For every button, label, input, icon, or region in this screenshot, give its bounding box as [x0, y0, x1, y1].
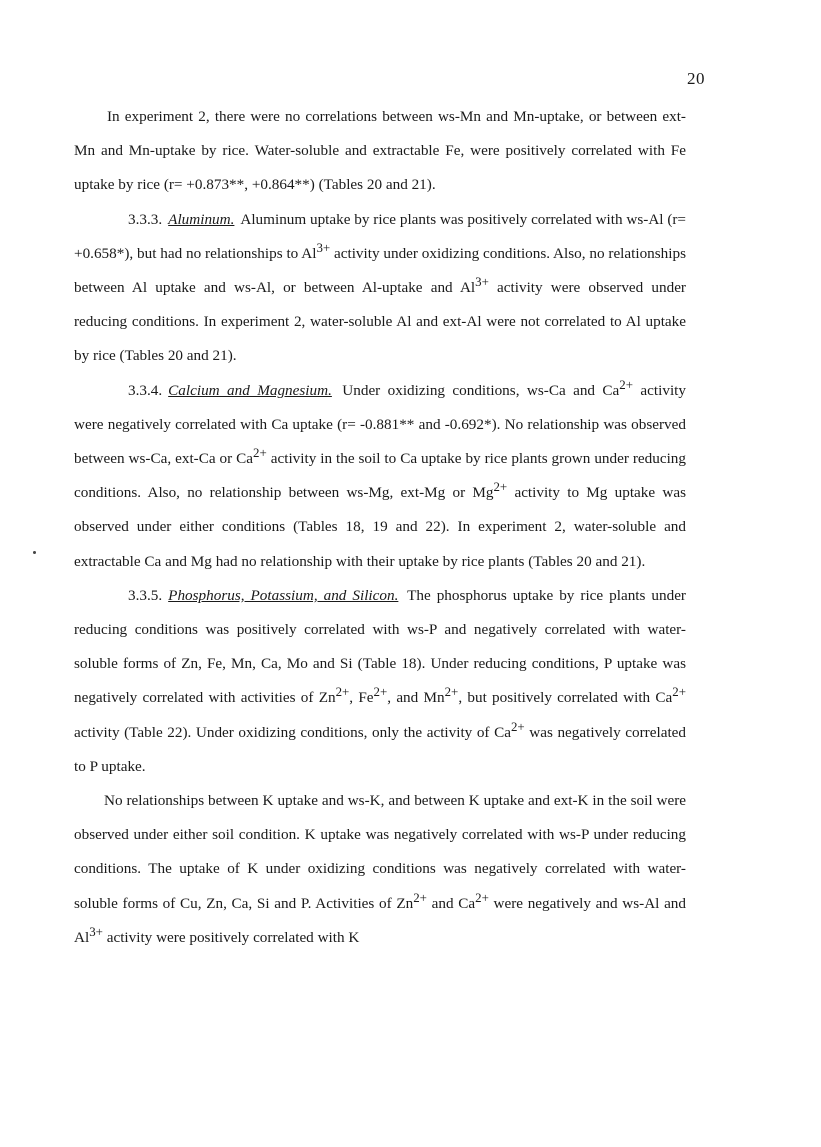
text-run: was negatively correlated to P uptake.	[74, 723, 686, 775]
superscript-charge: 2+	[335, 684, 350, 700]
text-run: activity in the soil to Ca uptake by rice plants grown under reducing conditions. Also, no relationship between ws-Mg, ext-Mg or Mg	[74, 450, 686, 502]
section-number: 3.3.3.	[128, 210, 163, 228]
paragraph	[74, 374, 686, 579]
text-run: were negatively and ws-Al and Al	[74, 894, 686, 946]
superscript-charge: 2+	[619, 376, 634, 392]
superscript-charge: 3+	[475, 274, 489, 290]
text-run: activity were observed under reducing conditions. In experiment 2, water-soluble Al and ext-Al were not correlated to Al uptake by rice (Tables 20 and 21).	[74, 279, 686, 365]
text-run: No relationships between K uptake and ws-K, and between K uptake and ext-K in the soil were observed under either soil condition. K uptake was negatively correlated with ws-P under reducing conditions. The uptake of K under oxidizing conditions was negatively correlated with water-soluble forms of Cu, Zn, Ca, Si and P. Activities of Zn	[74, 792, 686, 912]
paragraph	[74, 100, 686, 203]
text-run: , Fe	[349, 689, 374, 707]
superscript-charge: 2+	[475, 889, 489, 905]
paragraph	[74, 203, 686, 374]
superscript-charge: 3+	[89, 924, 103, 940]
text-run: , and Mn	[387, 689, 445, 707]
superscript-charge: 2+	[413, 889, 427, 905]
text-run: activity under oxidizing conditions. Also, no relationships between Al uptake and ws-Al, or between Al-uptake and Al	[74, 244, 686, 297]
text-run: In experiment 2, there were no correlations between ws-Mn and Mn-uptake, or between ext-Mn and Mn-uptake by rice. Water-soluble and extractable Fe, were positively correlated with Fe uptake by rice (r= +0.873**, +0.864**) (Tables 20 and 21).	[74, 108, 686, 194]
body-text	[74, 100, 686, 955]
section-heading: Phosphorus, Potassium, and Silicon.	[168, 586, 399, 604]
superscript-charge: 2+	[493, 479, 508, 495]
superscript-charge: 3+	[316, 240, 331, 255]
superscript-charge: 2+	[510, 718, 525, 734]
page-number: 20	[687, 69, 705, 88]
text-run: activity were negatively correlated with Ca uptake (r= -0.881** and -0.692*). No relationship was observed between ws-Ca, ext-Ca or Ca	[74, 381, 686, 468]
paragraph	[74, 784, 686, 955]
superscript-charge: 2+	[253, 445, 267, 461]
section-number: 3.3.4.	[128, 381, 163, 399]
margin-mark	[33, 551, 36, 554]
text-run: , but positively correlated with Ca	[458, 689, 673, 707]
text-run: activity were positively correlated with K	[102, 928, 360, 946]
text-run: Under oxidizing conditions, ws-Ca and Ca	[334, 381, 620, 399]
text-run: Aluminum uptake by rice plants was positively correlated with ws-Al (r= +0.658*), but had no relationships to Al	[74, 210, 686, 262]
text-run: and Ca	[426, 894, 476, 912]
text-run: The phosphorus uptake by rice plants under reducing conditions was positively correlated with ws-P and negatively correlated with water-soluble forms of Zn, Fe, Mn, Ca, Mo and Si (Table 18). Under reducing conditions, P uptake was negatively correlated with activities of Zn	[74, 586, 686, 707]
section-heading: Aluminum.	[168, 210, 235, 228]
section-number: 3.3.5.	[128, 586, 163, 604]
superscript-charge: 2+	[444, 684, 459, 700]
text-run: activity to Mg uptake was observed under either conditions (Tables 18, 19 and 22). In experiment 2, water-soluble and extractable Ca and Mg had no relationship with their uptake by rice plants (Tables 20 and 21).	[74, 484, 686, 570]
paragraph	[74, 579, 686, 784]
superscript-charge: 2+	[373, 684, 388, 700]
superscript-charge: 2+	[672, 684, 686, 700]
text-run: activity (Table 22). Under oxidizing conditions, only the activity of Ca	[74, 723, 511, 741]
section-heading: Calcium and Magnesium.	[168, 381, 332, 399]
